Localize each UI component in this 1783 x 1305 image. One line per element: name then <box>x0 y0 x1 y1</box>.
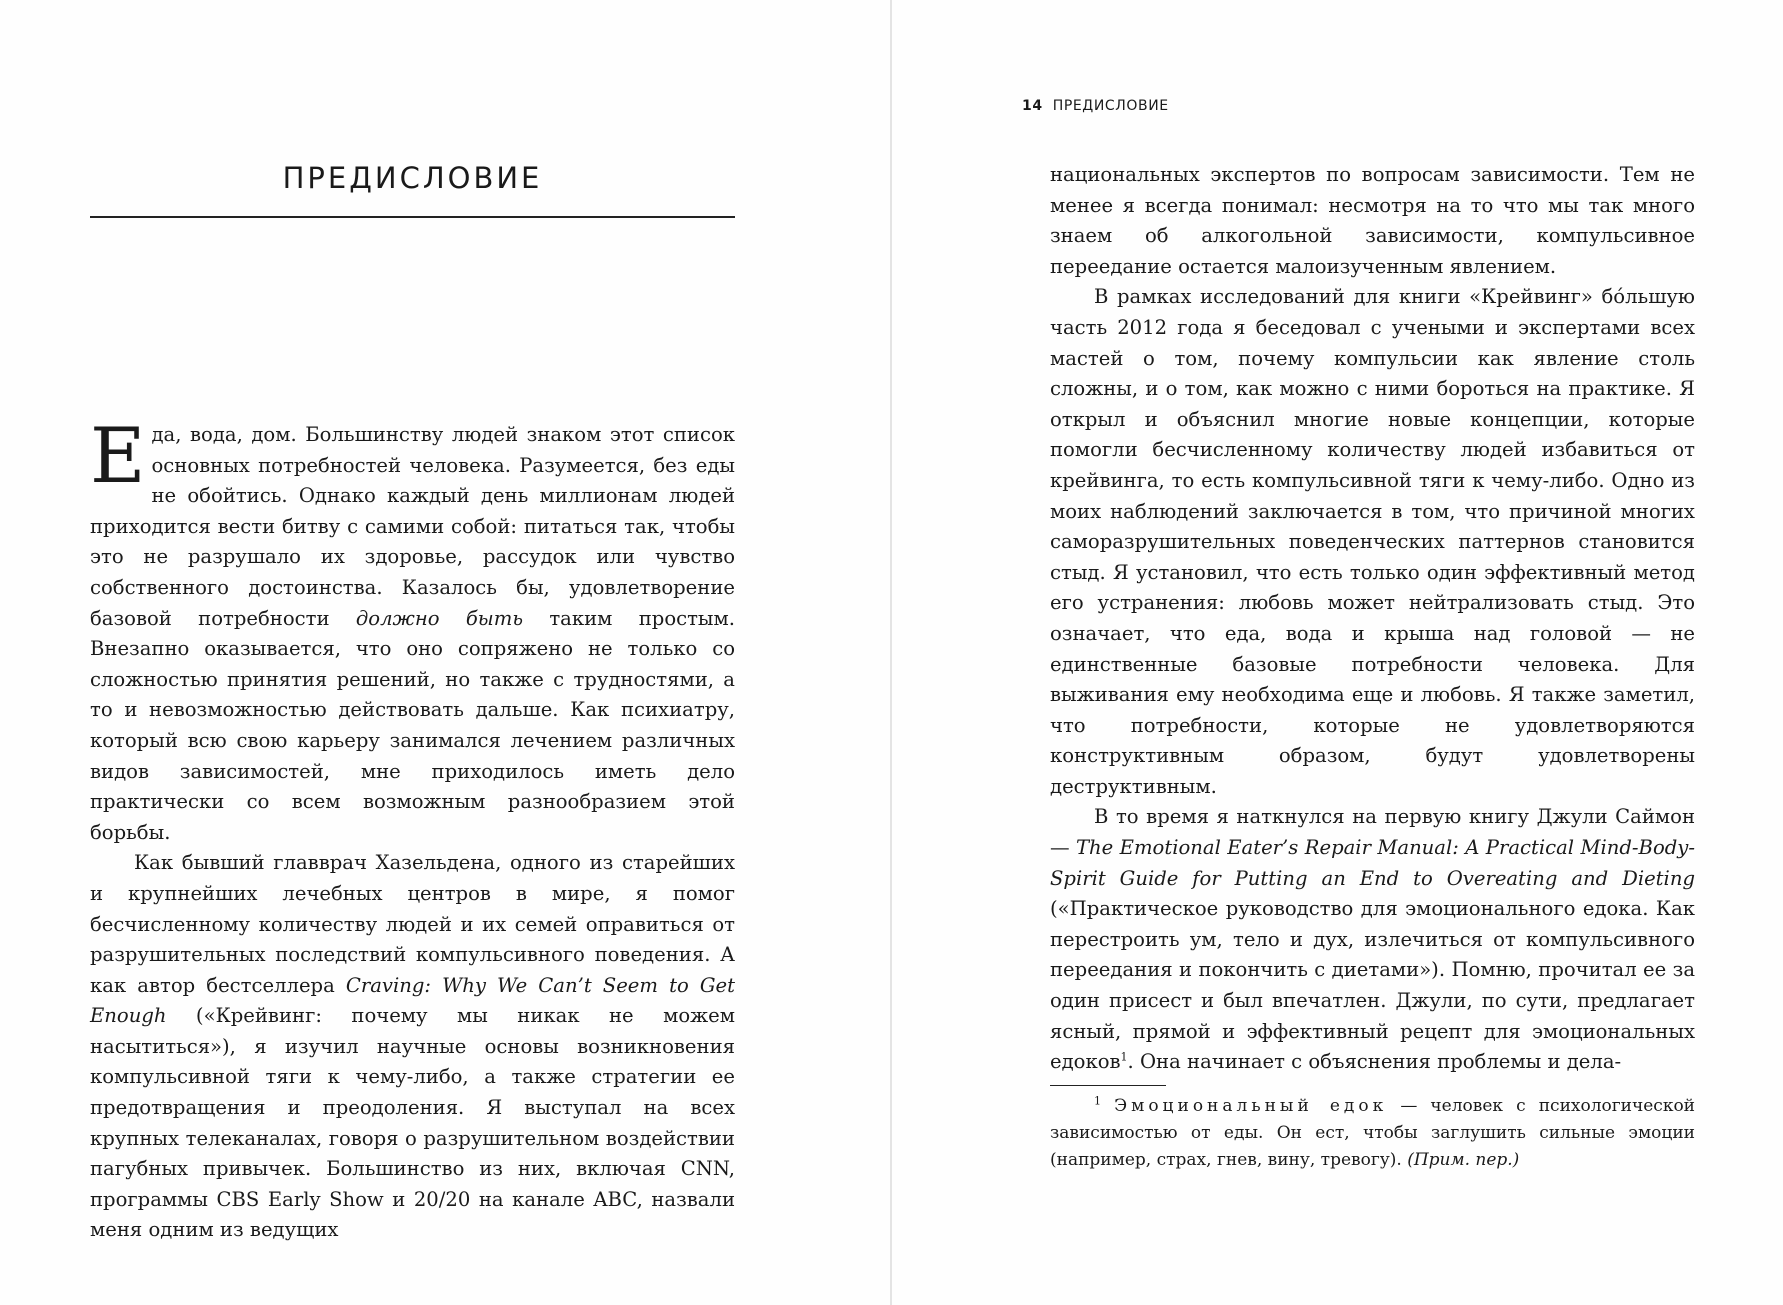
translator-note: (Прим. пер.) <box>1407 1150 1520 1170</box>
footnote-marker: 1 <box>1094 1094 1101 1108</box>
left-page <box>0 0 890 1305</box>
paragraph-5 <box>1050 802 1695 1077</box>
running-header <box>1022 98 1169 114</box>
footnote <box>1050 1093 1695 1174</box>
title-rule <box>90 216 735 218</box>
paragraph-5-text-b: («Практическое руководство для эмоционального едока. Как перестроить ум, тело и дух, излечиться от компульсивного переедания и покончить с диетами»). Помню, прочитал ее за один присест и был впечатлен. Джули, по сути, предлагает ясный, прямой и эффективный рецепт для эмоциональных едоков <box>1050 897 1695 1074</box>
paragraph-2-text-a: Как бывший главврач Хазельдена, одного из старейших и крупнейших лечебных центров в мире, я помог бесчисленному количеству людей и их семей оправиться от разрушительных последствий компульсивного поведения. А как автор бестселлера <box>90 851 735 997</box>
running-title: ПРЕДИСЛОВИЕ <box>1052 98 1169 114</box>
paragraph-4: В рамках исследований для книги «Крейвинг» бо́льшую часть 2012 года я беседовал с учеными и экспертами всех мастей о том, почему компульсии как явление столь сложны, и о том, как можно с ними бороться на практике. Я открыл и объяснил многие новые концепции, которые помогли бесчисленному количеству людей избавиться от крейвинга, то есть компульсивной тяги к чему-либо. Одно из моих наблюдений заключается в том, что причиной многих саморазрушительных поведенческих паттернов становится стыд. Я установил, что есть только один эффективный метод его устранения: любовь может нейтрализовать стыд. Это означает, что еда, вода и крыша над головой — не единственные базовые потребности человека. Для выживания ему необходима еще и любовь. Я также заметил, что потребности, которые не удовлетворяются конструктивным образом, будут удовлетворены деструктивным. <box>1050 285 1695 798</box>
left-body-text <box>90 411 735 1246</box>
paragraph-1-text-b: таким простым. Внезапно оказывается, что оно сопряжено не только со сложностью принятия решений, но также с трудностями, а то и невозможностью действовать дальше. Как психиатру, который всю свою карьеру занимался лечением различных видов зависимостей, мне приходилось иметь дело практически со всем возможным разнообразием этой борьбы. <box>90 606 735 844</box>
footnote-term: Эмоциональный едок <box>1114 1096 1388 1116</box>
paragraph-5-text-a: В то время я наткнулся на первую книгу Джули Саймон — <box>1050 805 1695 860</box>
footnote-text: — человек с психологической зависимостью от еды. Он ест, чтобы заглушить сильные эмоции (например, страх, гнев, вину, тревогу). <box>1050 1096 1696 1170</box>
page-number: 14 <box>1022 98 1043 114</box>
book-title-emotional-eater: The Emotional Eater’s Repair Manual: A Practical Mind-Body-Spirit Guide for Putting an End to Overeating and Dieting <box>1050 836 1695 890</box>
paragraph-1 <box>90 411 735 848</box>
book-title-craving: Craving: Why We Can’t Seem to Get Enough <box>90 973 735 1028</box>
drop-cap: Е <box>90 411 146 500</box>
paragraph-2-text-b: («Крейвинг: почему мы никак не можем насытиться»), я изучил научные основы возникновения компульсивной тяги к чему-либо, а также стратегии ее предотвращения и преодоления. Я выступал на всех крупных телеканалах, говоря о разрушительном воздействии пагубных привычек. Большинство из них, включая CNN, программы CBS Early Show и 20/20 на канале ABC, назвали меня одним из ведущих <box>90 1004 735 1242</box>
footnote-rule <box>1050 1085 1166 1086</box>
paragraph-3: национальных экспертов по вопросам зависимости. Тем не менее я всегда понимал: несмотря на то что мы так много знаем об алкогольной зависимости, компульсивное переедание остается малоизученным явлением. <box>1050 163 1695 278</box>
chapter-title: ПРЕДИСЛОВИЕ <box>282 161 543 195</box>
right-body-text <box>1050 160 1695 1078</box>
paragraph-5-text-c: . Она начинает с объяснения проблемы и дела- <box>1127 1050 1622 1074</box>
paragraph-2 <box>90 848 735 1246</box>
paragraph-1-emphasis: должно быть <box>355 606 524 630</box>
footnote-reference: 1 <box>1120 1050 1128 1064</box>
paragraph-1-text-a: да, вода, дом. Большинству людей знаком этот список основных потребностей человека. Разумеется, без еды не обойтись. Однако каждый день миллионам людей приходится вести битву с самими собой: питаться так, чтобы это не разрушало их здоровье, рассудок или чувство собственного достоинства. Казалось бы, удовлетворение базовой потребности <box>90 423 735 630</box>
